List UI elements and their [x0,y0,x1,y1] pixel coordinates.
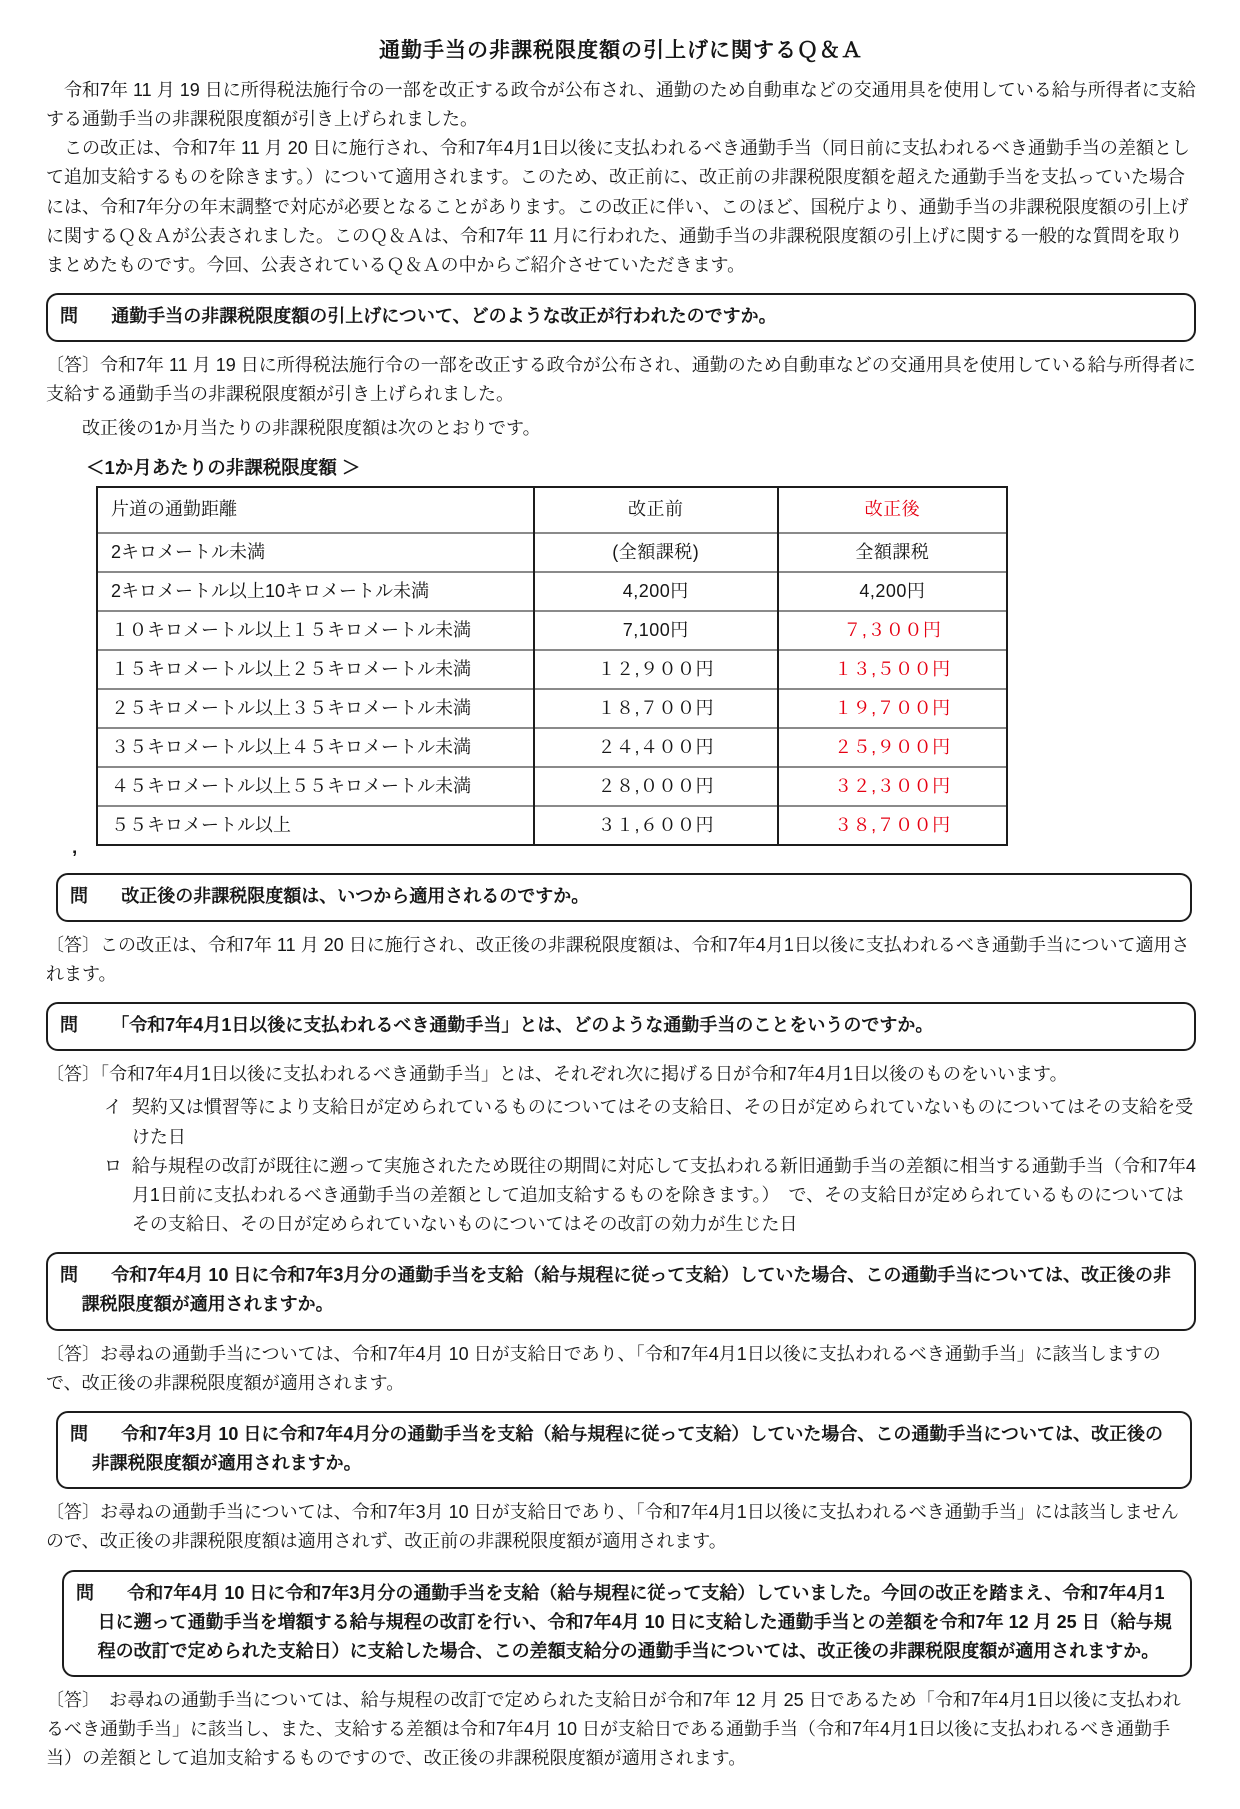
cell-after: 全額課税 [778,533,1007,572]
question-text-6 [76,1579,1176,1666]
table-row [97,650,1007,689]
answer-3-item-i [104,1093,1196,1151]
question-label: 問 [70,885,88,906]
question-label: 問 [70,1423,88,1444]
answer-block-4 [46,1340,1196,1398]
cell-before: 4,200円 [534,572,778,611]
answer-5-paragraph-1: 〔答〕お尋ねの通勤手当については、令和7年3月 10 日が支給日であり、「令和7年4月1日以後に支払われるべき通勤手当」には該当しませんので、改正後の非課税限度額は適用されず、改正前の非課税限度額が適用されます。 [46,1502,1179,1552]
question-2: 改正後の非課税限度額は、いつから適用されるのですか。 [121,885,590,906]
question-text-4 [60,1261,1180,1319]
answer-1-paragraph-1: 〔答〕令和7年 11 月 19 日に所得税法施行令の一部を改正する政令が公布され、通勤のため自動車などの交通用具を使用している給与所得者に支給する通勤手当の非課税限度額が引き上げられました。 [46,355,1196,405]
intro-paragraph-1: 令和7年 11 月 19 日に所得税法施行令の一部を改正する政令が公布され、通勤のため自動車などの交通用具を使用している給与所得者に支給する通勤手当の非課税限度額が引き上げられました。 [46,80,1196,130]
intro-paragraph-2: この改正は、令和7年 11 月 20 日に施行され、令和7年4月1日以後に支払われるべき通勤手当（同日前に支払われるべき通勤手当の差額として追加支給するものを除きます。）について適用されます。このため、改正前に、改正前の非課税限度額を超えた通勤手当を支払っていた場合には、令和7年分の年末調整で対応が必要となることがあります。この改正に伴い、このほど、国税庁より、通勤手当の非課税限度額の引上げに関するＱ＆Ａが公表されました。このＱ＆Ａは、令和7年 11 月に行われた、通勤手当の非課税限度額の引上げに関する一般的な質問を取りまとめたものです。今回、公表されているＱ＆Ａの中からご紹介させていただきます。 [46,138,1190,275]
cell-after: １３,５００円 [778,650,1007,689]
answer-block-6 [46,1686,1196,1773]
question-text-5 [70,1420,1176,1478]
cell-distance: ４５キロメートル以上５５キロメートル未満 [97,767,534,806]
question-text-2 [70,882,1176,911]
table-row [97,806,1007,845]
question-label: 問 [76,1582,94,1603]
question-label: 問 [60,1265,78,1286]
cell-distance: 2キロメートル未満 [97,533,534,572]
answer-block-3 [46,1060,1196,1239]
question-label: 問 [60,306,78,327]
item-text-i: 契約又は慣習等により支給日が定められているものについてはその支給日、その日が定められていないものについてはその支給を受けた日 [131,1097,1194,1147]
answer-1-paragraph-2: 改正後の1か月当たりの非課税限度額は次のとおりです。 [46,417,541,438]
table-row [97,767,1007,806]
cell-before: 7,100円 [534,611,778,650]
answer-block-1 [46,351,1196,442]
answer-3-item-ro [104,1152,1196,1239]
answer-2-paragraph-1: 〔答〕この改正は、令和7年 11 月 20 日に施行され、改正後の非課税限度額は、令和7年4月1日以後に支払われるべき通勤手当について適用されます。 [46,934,1190,985]
cell-distance: １５キロメートル以上２５キロメートル未満 [97,650,534,689]
question-label: 問 [60,1015,78,1036]
cell-distance: １０キロメートル以上１５キロメートル未満 [97,611,534,650]
header-distance: 片道の通勤距離 [97,487,534,533]
cell-after: ３２,３００円 [778,767,1007,806]
table-row [97,533,1007,572]
answer-4-paragraph-1: 〔答〕お尋ねの通勤手当については、令和7年4月 10 日が支給日であり、「令和7年4月1日以後に支払われるべき通勤手当」に該当しますので、改正後の非課税限度額が適用されます。 [46,1343,1161,1393]
table-row [97,728,1007,767]
header-after: 改正後 [778,487,1007,533]
cell-after: 4,200円 [778,572,1007,611]
question-1: 通勤手当の非課税限度額の引上げについて、どのような改正が行われたのですか。 [111,306,777,327]
question-box-1 [46,293,1196,342]
page-title: 通勤手当の非課税限度額の引上げに関するＱ＆Ａ [379,39,863,62]
question-box-3 [46,1002,1196,1051]
cell-distance: 2キロメートル以上10キロメートル未満 [97,572,534,611]
cell-distance: ２５キロメートル以上３５キロメートル未満 [97,689,534,728]
table-row [97,572,1007,611]
answer-6-paragraph-1: 〔答〕 お尋ねの通勤手当については、給与規程の改訂で定められた支給日が令和7年 12 月 25 日であるため「令和7年4月1日以後に支払われるべき通勤手当」に該当し、また、支給する差額は令和7年4月 10 日が支給日である通勤手当（令和7年4月1日以後に支払われるべき通勤手当）の差額として追加支給するものですので、改正後の非課税限度額が適用されます。 [46,1689,1181,1769]
cell-before: １２,９００円 [534,650,778,689]
question-box-5 [56,1411,1192,1489]
question-box-6 [62,1570,1192,1677]
cell-distance: ５５キロメートル以上 [97,806,534,845]
table-caption: ＜1か月あたりの非課税限度額 ＞ [86,456,361,478]
question-text-3 [60,1011,1180,1040]
question-text-1 [60,302,1180,331]
cell-before: ２８,０００円 [534,767,778,806]
cell-before: (全額課税) [534,533,778,572]
table-header-row [97,487,1007,533]
question-6: 令和7年4月 10 日に令和7年3月分の通勤手当を支給（給与規程に従って支給）していました。今回の改正を踏まえ、令和7年4月1日に遡って通勤手当を増額する給与規程の改訂を行い、令和7年4月 10 日に支給した通勤手当との差額を令和7年 12 月 25 日（給与規程の改訂で定められた支給日）に支給した場合、この差額支給分の通勤手当については、改正後の非課税限度額が適用されますか。 [97,1582,1172,1661]
question-3: 「令和7年4月1日以後に支払われるべき通勤手当」とは、どのような通勤手当のことをいうのですか。 [111,1015,934,1036]
item-label-ro: ロ [104,1155,122,1176]
cell-before: ３１,６００円 [534,806,778,845]
non-taxable-limit-table [96,486,1008,846]
intro-section [46,76,1196,280]
cell-after: １９,７００円 [778,689,1007,728]
question-5: 令和7年3月 10 日に令和7年4月分の通勤手当を支給（給与規程に従って支給）していた場合、この通勤手当については、改正後の非課税限度額が適用されますか。 [91,1423,1163,1474]
cell-after: ３８,７００円 [778,806,1007,845]
answer-block-5 [46,1498,1196,1556]
cell-after: ２５,９００円 [778,728,1007,767]
stray-mark: ʼ [72,847,78,869]
question-box-2 [56,873,1192,922]
table-row [97,611,1007,650]
answer-3-paragraph-1: 〔答〕「令和7年4月1日以後に支払われるべき通勤手当」とは、それぞれ次に掲げる日が令和7年4月1日以後のものをいいます。 [46,1064,1068,1085]
table-row [97,689,1007,728]
cell-distance: ３５キロメートル以上４５キロメートル未満 [97,728,534,767]
question-box-4 [46,1252,1196,1330]
cell-after: ７,３００円 [778,611,1007,650]
item-text-ro: 給与規程の改訂が既往に遡って実施されたため既往の期間に対応して支払われる新旧通勤手当の差額に相当する通勤手当（令和7年4月1日前に支払われるべき通勤手当の差額として追加支給するものを除きます。） で、その支給日が定められているものについてはその支給日、その日が定められていないものについてはその改訂の効力が生じた日 [131,1155,1196,1235]
item-label-i: イ [104,1097,122,1118]
answer-block-2 [46,931,1196,989]
question-4: 令和7年4月 10 日に令和7年3月分の通勤手当を支給（給与規程に従って支給）していた場合、この通勤手当については、改正後の非課税限度額が適用されますか。 [81,1265,1171,1315]
header-before: 改正前 [534,487,778,533]
cell-before: １８,７００円 [534,689,778,728]
cell-before: ２４,４００円 [534,728,778,767]
